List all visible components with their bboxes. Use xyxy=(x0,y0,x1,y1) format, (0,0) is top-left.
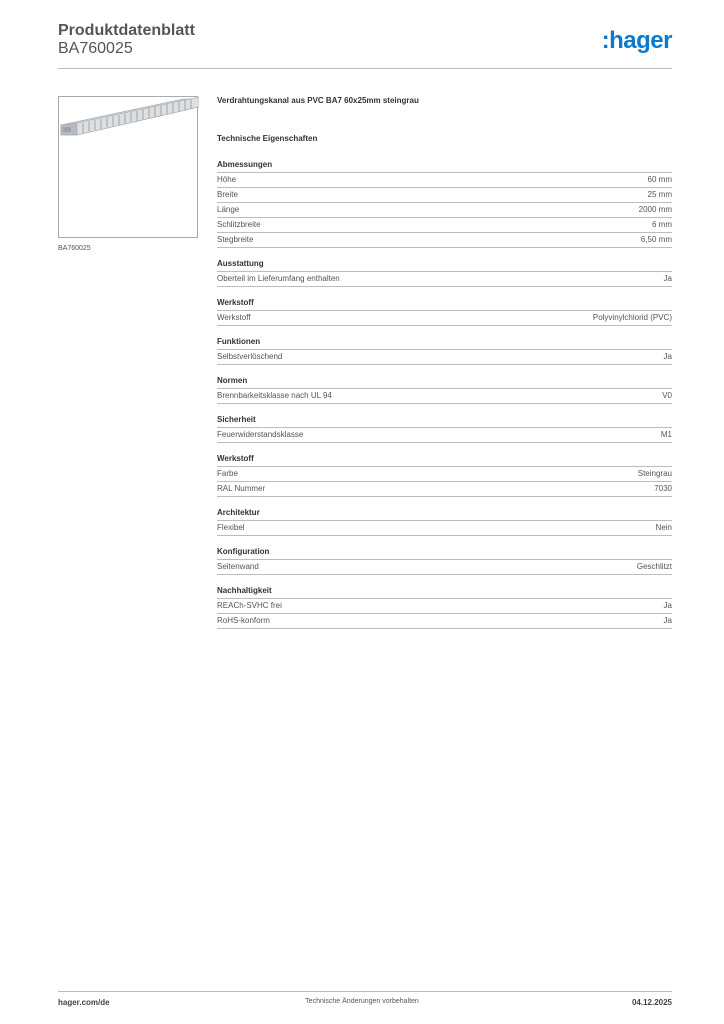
spec-row xyxy=(217,389,672,404)
section-werkstoff-farbe xyxy=(217,454,672,497)
spec-row xyxy=(217,521,672,536)
hager-logo: :hager xyxy=(601,27,672,54)
spec-value: 60 mm xyxy=(647,175,672,184)
cable-duct-illustration xyxy=(59,97,199,239)
spec-label: Schlitzbreite xyxy=(217,220,261,229)
page-title: Produktdatenblatt xyxy=(58,22,195,39)
footer-notice: Technische Änderungen vorbehalten xyxy=(305,998,419,1005)
spec-row xyxy=(217,560,672,575)
footer-date: 04.12.2025 xyxy=(631,998,672,1007)
section-title: Konfiguration xyxy=(217,547,672,560)
spec-row xyxy=(217,614,672,629)
spec-label: Stegbreite xyxy=(217,235,254,244)
spec-label: Feuerwiderstandsklasse xyxy=(217,430,304,439)
spec-value: Ja xyxy=(663,616,672,625)
header-divider xyxy=(58,68,672,69)
spec-label: Oberteil im Lieferumfang enthalten xyxy=(217,274,340,283)
section-nachhaltigkeit xyxy=(217,586,672,629)
spec-label: Farbe xyxy=(217,469,238,478)
section-funktionen xyxy=(217,337,672,365)
section-abmessungen xyxy=(217,160,672,248)
spec-label: Flexibel xyxy=(217,523,245,532)
spec-value: 2000 mm xyxy=(638,205,672,214)
spec-label: REACh-SVHC frei xyxy=(217,601,282,610)
section-title: Normen xyxy=(217,376,672,389)
spec-row xyxy=(217,218,672,233)
section-title: Funktionen xyxy=(217,337,672,350)
spec-value: 25 mm xyxy=(647,190,672,199)
section-title: Werkstoff xyxy=(217,454,672,467)
spec-label: Seitenwand xyxy=(217,562,259,571)
section-title: Nachhaltigkeit xyxy=(217,586,672,599)
spec-value: Ja xyxy=(663,274,672,283)
section-konfiguration xyxy=(217,547,672,575)
spec-value: 7030 xyxy=(654,484,672,493)
spec-label: Breite xyxy=(217,190,238,199)
spec-value: Ja xyxy=(663,601,672,610)
footer-divider xyxy=(58,991,672,992)
image-caption: BA760025 xyxy=(58,245,91,252)
footer-website-link[interactable]: hager.com/de xyxy=(58,998,110,1007)
spec-row xyxy=(217,311,672,326)
spec-row xyxy=(217,428,672,443)
spec-row xyxy=(217,272,672,287)
spec-row xyxy=(217,173,672,188)
section-sicherheit xyxy=(217,415,672,443)
section-werkstoff xyxy=(217,298,672,326)
section-title: Architektur xyxy=(217,508,672,521)
spec-value: 6 mm xyxy=(652,220,672,229)
spec-value: Ja xyxy=(663,352,672,361)
spec-label: Brennbarkeitsklasse nach UL 94 xyxy=(217,391,332,400)
spec-label: Werkstoff xyxy=(217,313,251,322)
section-normen xyxy=(217,376,672,404)
product-name: Verdrahtungskanal aus PVC BA7 60x25mm steingrau xyxy=(217,96,419,105)
spec-row xyxy=(217,233,672,248)
spec-value: V0 xyxy=(662,391,672,400)
spec-value: Nein xyxy=(655,523,672,532)
product-code: BA760025 xyxy=(58,40,133,57)
spec-value: Steingrau xyxy=(637,469,672,478)
spec-value: 6,50 mm xyxy=(640,235,672,244)
spec-label: Länge xyxy=(217,205,240,214)
spec-row xyxy=(217,203,672,218)
spec-row xyxy=(217,599,672,614)
product-details xyxy=(217,96,672,640)
spec-row xyxy=(217,482,672,497)
section-title: Ausstattung xyxy=(217,259,672,272)
spec-value: M1 xyxy=(660,430,672,439)
spec-row xyxy=(217,188,672,203)
spec-value: Polyvinylchlorid (PVC) xyxy=(592,313,672,322)
spec-label: Selbstverlöschend xyxy=(217,352,283,361)
section-ausstattung xyxy=(217,259,672,287)
spec-label: RAL Nummer xyxy=(217,484,266,493)
spec-row xyxy=(217,467,672,482)
product-image xyxy=(58,96,198,238)
tech-properties-title: Technische Eigenschaften xyxy=(217,134,318,143)
section-title: Abmessungen xyxy=(217,160,672,173)
spec-value: Geschlitzt xyxy=(636,562,672,571)
spec-label: RoHS-konform xyxy=(217,616,270,625)
section-title: Sicherheit xyxy=(217,415,672,428)
section-title: Werkstoff xyxy=(217,298,672,311)
spec-row xyxy=(217,350,672,365)
spec-label: Höhe xyxy=(217,175,237,184)
section-architektur xyxy=(217,508,672,536)
